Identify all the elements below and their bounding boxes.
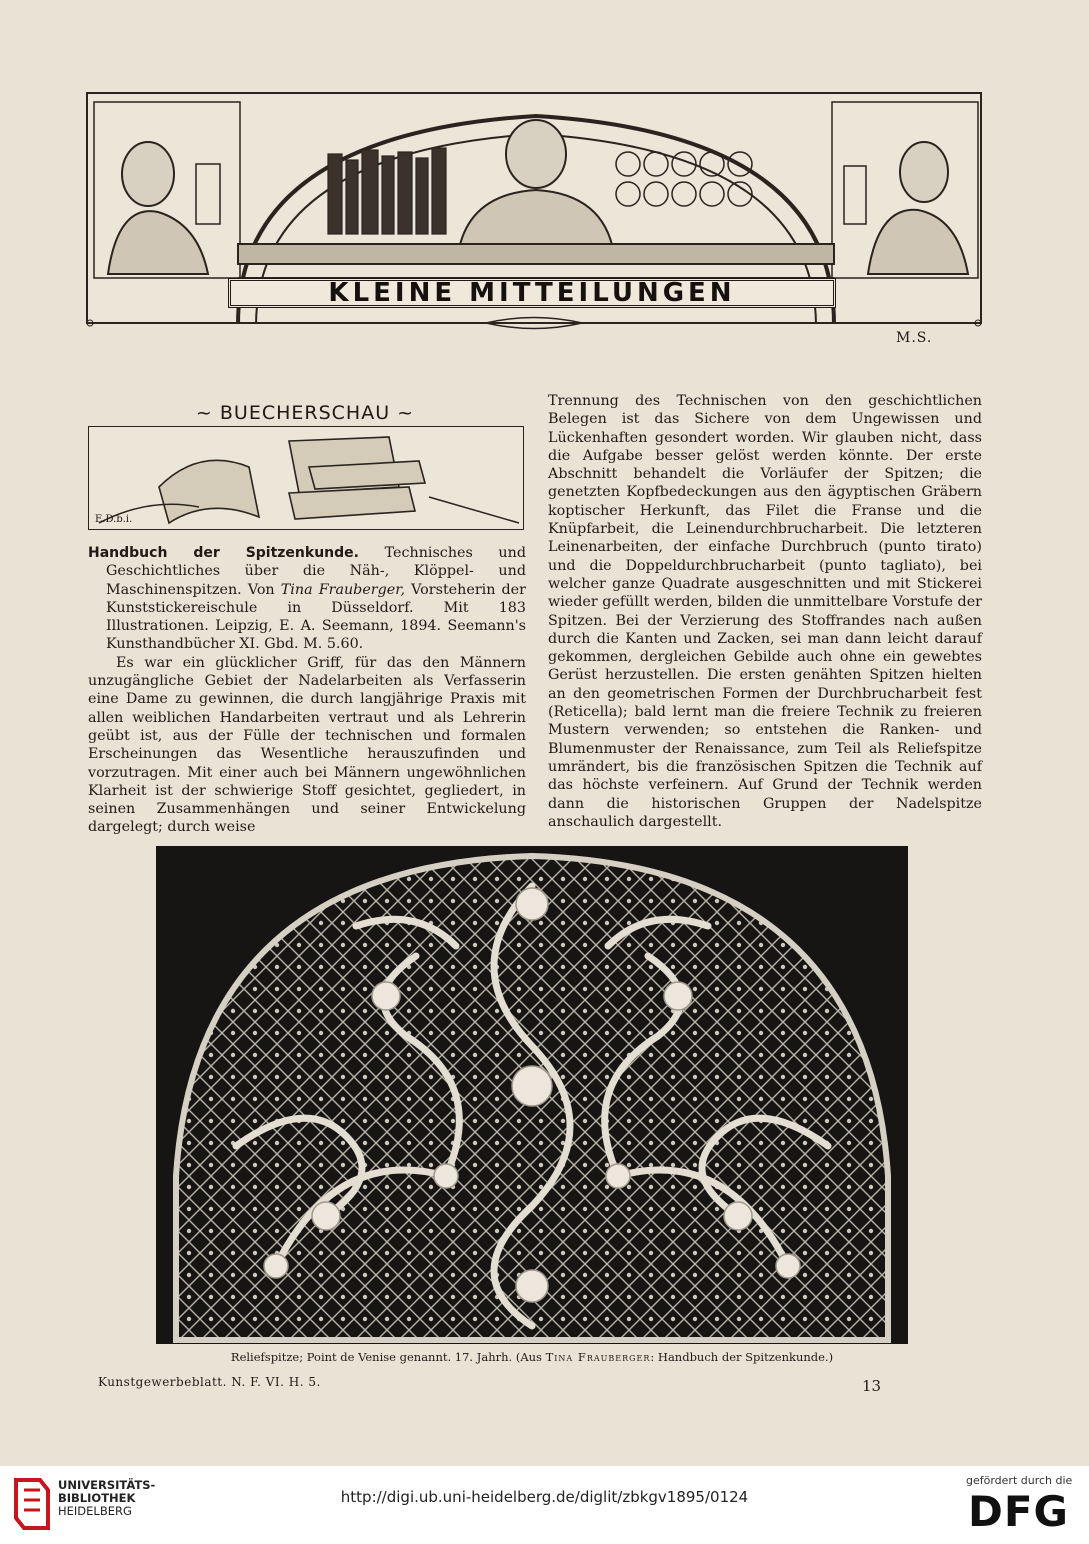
book-review-heading-text: BUECHERSCHAU <box>219 402 391 424</box>
ornamental-rule <box>86 314 982 332</box>
funding-note: gefördert durch die <box>966 1474 1073 1487</box>
library-name-line-1: UNIVERSITÄTS- <box>58 1478 156 1492</box>
lace-plate-figure <box>156 846 908 1344</box>
library-name-line-2: BIBLIOTHEK <box>58 1491 136 1505</box>
book-title: Handbuch der Spitzenkunde. <box>88 545 359 561</box>
figure-caption <box>156 1350 908 1364</box>
bibliography-part-1: Technisches und Geschichtliches über die Näh-, Klöppel- und Maschinenspitzen. Von <box>106 545 526 598</box>
bibliography-part-2: Vorsteherin der Kunststickereischule in Düsseldorf. Mit 183 Illustrationen. Leipzig, E. A. Seemann, 1894. Seemann's Kunsthandbücher XI. Gbd. M. 5.60. <box>106 581 526 653</box>
right-flourish-icon: ~ <box>397 402 415 424</box>
book-review-heading <box>120 402 490 424</box>
left-flourish-icon: ~ <box>195 402 213 424</box>
books-illustration <box>88 426 524 530</box>
caption-part-2: : Handbuch der Spitzenkunde.) <box>650 1350 834 1364</box>
dfg-logo: DFG <box>968 1487 1070 1536</box>
book-author: Tina Frauberger, <box>280 581 406 598</box>
review-paragraph-2: Trennung des Technischen von den geschichtlichen Belegen ist das Sichere von dem Ungewissen und Lückenhaften gesondert worden. Wir glauben nicht, dass die Aufgabe besser gelöst werden könnte. Der erste Abschnitt behandelt die Vorläufer der Spitzen; die genetzten Kopfbedeckungen aus den ägyptischen Gräbern koptischer Herkunft, das Filet die Franse und die Knüpfarbeit, die Leinendurchbrucharbeit. Die letzteren Leinenarbeiten, der einfache Durchbruch (punto tirato) und die Doppeldurchbrucharbeit (punto tagliato), bei welcher ganze Quadrate ausgeschnitten und mit Stickerei wieder gefüllt werden, bilden die unmittelbare Vorstufe der Spitzen. Bei der Verzierung des Stoffrandes nach außen durch die Kanten und Zacken, sei man dann leicht darauf gekommen, dergleichen Gebilde auch ohne ein gewebtes Gerüst herzustellen. Die ersten genähten Spitzen hielten an den geometrischen Formen der Durchbrucharbeit fest (Reticella); bald lernt man die freiere Technik zu freieren Mustern verwenden; so entstehen die Ranken- und Blumenmuster der Renaissance, zum Teil als Reliefspitze umrändert, bis die französischen Spitzen die Technik auf das höchste verfeinern. Auf Grund der Technik werden dann die historischen Gruppen der Nadelspitze anschaulich dargestellt. <box>548 393 982 830</box>
illustrator-monogram: M.S. <box>896 330 933 346</box>
journal-footer: Kunstgewerbeblatt. N. F. VI. H. 5. <box>98 1375 321 1389</box>
open-books-drawing <box>89 427 524 530</box>
left-column <box>88 544 526 837</box>
caption-author: Tina Frauberger <box>545 1350 651 1364</box>
page-number: 13 <box>862 1377 882 1395</box>
digitization-footer-bar <box>0 1466 1089 1544</box>
lace-image <box>156 846 908 1344</box>
permalink-url[interactable]: http://digi.ub.uni-heidelberg.de/diglit/zbkgv1895/0124 <box>340 1488 749 1506</box>
library-name-line-3: HEIDELBERG <box>58 1504 132 1518</box>
right-column <box>548 392 982 831</box>
illustration-signature: E.D.b.i. <box>95 514 133 525</box>
bibliographic-entry <box>88 544 526 654</box>
review-paragraph-1: Es war ein glücklicher Griff, für das den Männern unzugängliche Gebiet der Nadelarbeiten als Verfasserin eine Dame zu gewinnen, die durch langjährige Praxis mit allen weiblichen Handarbeiten vertraut und als Lehrerin geübt ist, aus der Fülle der technischen und formalen Erscheinungen das Wesentliche herauszufinden und vorzutragen. Mit einer auch bei Männern ungewöhnlichen Klarheit ist der schwierige Stoff gesichtet, gegliedert, in seinen Zusammenhängen und seiner Entwickelung dargelegt; durch weise <box>88 654 526 836</box>
section-banner: KLEINE MITTEILUNGEN <box>228 278 836 308</box>
caption-part-1: Reliefspitze; Point de Venise genannt. 17. Jahrh. (Aus <box>230 1350 546 1364</box>
